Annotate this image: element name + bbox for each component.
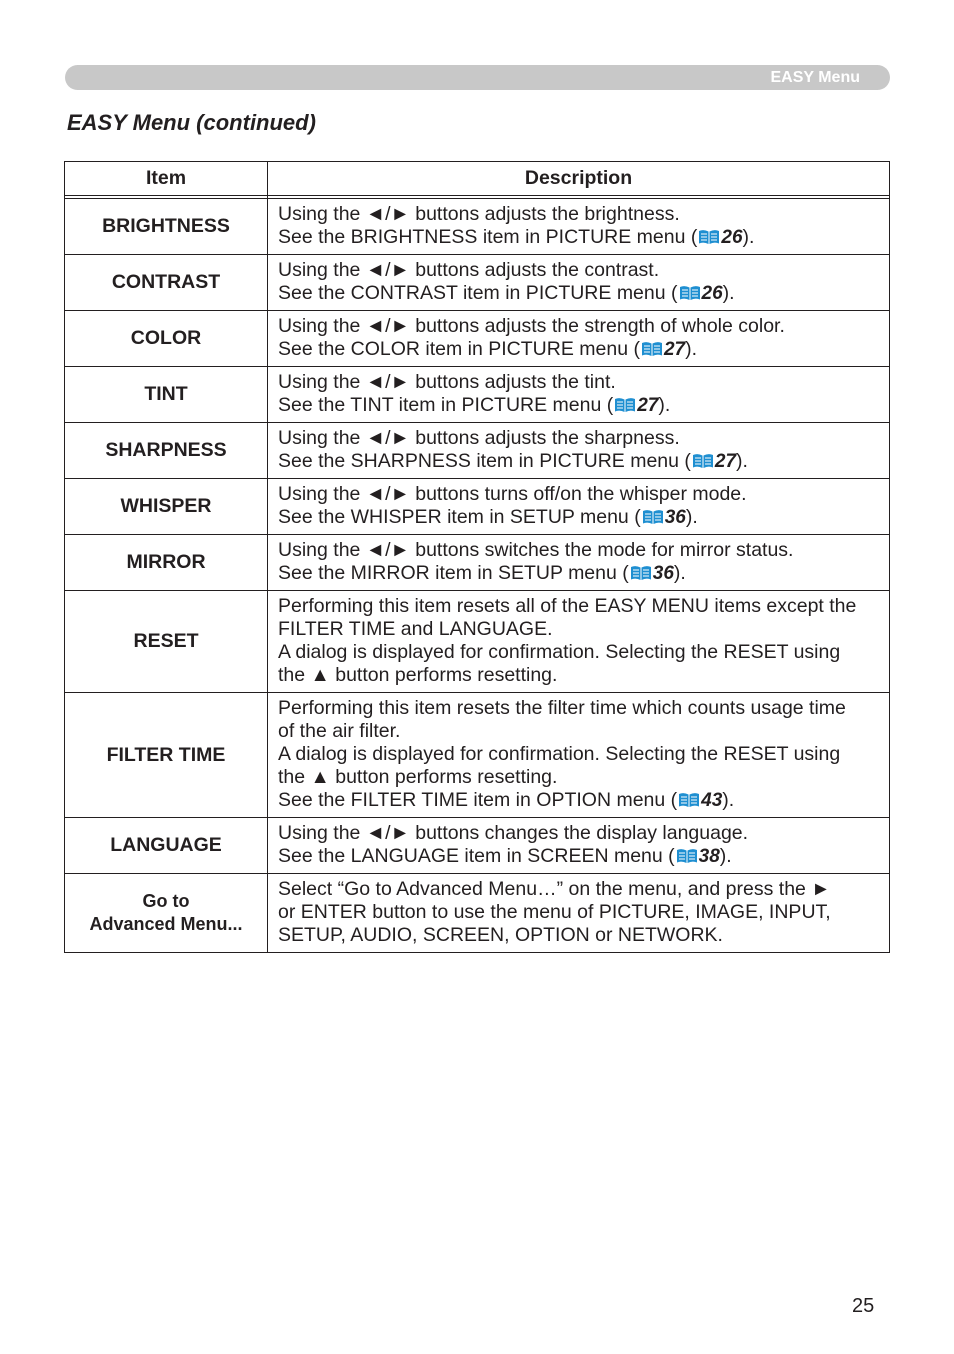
table-row <box>65 874 890 953</box>
item-cell <box>65 479 268 535</box>
header-bar <box>65 65 890 90</box>
book-icon <box>641 341 663 357</box>
description-line <box>278 450 879 473</box>
description-cell <box>268 874 890 953</box>
item-cell <box>65 423 268 479</box>
book-icon <box>642 509 664 525</box>
description-tail: ). <box>742 226 755 248</box>
item-cell <box>65 693 268 818</box>
table-row <box>65 535 890 591</box>
book-icon <box>676 848 698 864</box>
description-line <box>278 203 879 226</box>
description-text: or ENTER button to use the menu of PICTURE, IMAGE, INPUT, <box>278 901 831 923</box>
item-label: RESET <box>133 630 199 652</box>
description-text: See the BRIGHTNESS item in PICTURE menu ( <box>278 226 698 248</box>
description-line <box>278 539 879 562</box>
description-line <box>278 618 879 641</box>
description-text: FILTER TIME and LANGUAGE. <box>278 618 553 640</box>
item-cell <box>65 199 268 255</box>
description-cell <box>268 423 890 479</box>
book-icon <box>678 792 700 808</box>
page-number: 25 <box>852 1295 875 1317</box>
description-text: Using the ◄/► buttons adjusts the tint. <box>278 371 616 393</box>
description-line <box>278 878 879 901</box>
description-line <box>278 315 879 338</box>
item-label: TINT <box>144 383 188 405</box>
page-reference[interactable]: 26 <box>721 227 743 248</box>
column-header-item: Item <box>65 162 268 196</box>
description-line <box>278 789 879 812</box>
item-label: LANGUAGE <box>110 834 222 856</box>
item-label: Advanced Menu... <box>89 914 243 934</box>
description-line <box>278 924 879 947</box>
page-reference[interactable]: 27 <box>663 339 686 360</box>
page-reference[interactable]: 36 <box>664 507 686 528</box>
description-line <box>278 766 879 789</box>
description-text: See the FILTER TIME item in OPTION menu ( <box>278 789 678 811</box>
book-icon <box>692 453 714 469</box>
page-reference[interactable]: 27 <box>637 395 659 416</box>
description-cell <box>268 311 890 367</box>
description-tail: ). <box>736 450 748 472</box>
description-tail: ). <box>719 845 732 867</box>
description-line <box>278 595 879 618</box>
description-line <box>278 394 879 417</box>
book-icon <box>679 285 701 301</box>
item-label: COLOR <box>130 327 202 349</box>
table-header-row <box>65 162 890 196</box>
description-line <box>278 697 879 720</box>
item-cell <box>65 311 268 367</box>
description-line <box>278 720 879 743</box>
table-row <box>65 367 890 423</box>
table-row <box>65 591 890 693</box>
description-tail: ). <box>673 562 686 584</box>
item-label: FILTER TIME <box>106 743 226 766</box>
description-text: Using the ◄/► buttons adjusts the brightness. <box>278 203 680 225</box>
description-text: Using the ◄/► buttons adjusts the contrast. <box>278 259 660 281</box>
book-icon <box>614 397 636 413</box>
description-cell <box>268 693 890 818</box>
description-line <box>278 226 879 249</box>
description-text: See the MIRROR item in SETUP menu ( <box>278 562 629 584</box>
description-text: the ▲ button performs resetting. <box>278 766 558 788</box>
table-row <box>65 479 890 535</box>
table-row <box>65 693 890 818</box>
book-icon <box>630 565 652 581</box>
column-header-description: Description <box>268 162 890 196</box>
description-line <box>278 338 879 361</box>
description-text: Using the ◄/► buttons switches the mode for mirror status. <box>278 539 794 561</box>
description-line <box>278 664 879 687</box>
description-text: See the TINT item in PICTURE menu ( <box>278 394 614 416</box>
description-cell <box>268 535 890 591</box>
table-row <box>65 311 890 367</box>
description-text: A dialog is displayed for confirmation. Selecting the RESET using <box>278 743 841 765</box>
item-label: Go to <box>142 891 190 911</box>
description-text: Select “Go to Advanced Menu…” on the menu, and press the ► <box>278 878 831 900</box>
description-cell <box>268 591 890 693</box>
description-text: Using the ◄/► buttons turns off/on the whisper mode. <box>278 483 747 505</box>
description-line <box>278 259 879 282</box>
item-cell <box>65 367 268 423</box>
description-line <box>278 483 879 506</box>
description-line <box>278 562 879 585</box>
table-body <box>65 196 890 953</box>
description-text: See the WHISPER item in SETUP menu ( <box>278 506 641 528</box>
description-line <box>278 845 879 868</box>
table-row <box>65 818 890 874</box>
description-cell <box>268 479 890 535</box>
table-row <box>65 423 890 479</box>
description-line <box>278 282 879 305</box>
table-row <box>65 255 890 311</box>
description-text: See the SHARPNESS item in PICTURE menu ( <box>278 450 691 472</box>
description-text: See the LANGUAGE item in SCREEN menu ( <box>278 845 675 867</box>
item-cell <box>65 591 268 693</box>
description-tail: ). <box>722 789 735 811</box>
item-label: WHISPER <box>120 495 212 517</box>
page-reference[interactable]: 27 <box>714 451 737 472</box>
item-label: BRIGHTNESS <box>102 215 230 237</box>
item-cell <box>65 818 268 874</box>
description-text: See the CONTRAST item in PICTURE menu ( <box>278 282 678 304</box>
item-cell <box>65 255 268 311</box>
page-reference[interactable]: 36 <box>652 563 674 584</box>
description-line <box>278 822 879 845</box>
description-text: Performing this item resets all of the EASY MENU items except the <box>278 595 857 617</box>
description-line <box>278 506 879 529</box>
description-cell <box>268 199 890 255</box>
easy-menu-table <box>64 161 890 953</box>
description-text: Performing this item resets the filter time which counts usage time <box>278 697 846 719</box>
description-text: A dialog is displayed for confirmation. Selecting the RESET using <box>278 641 841 663</box>
table-row <box>65 199 890 255</box>
description-line <box>278 371 879 394</box>
item-label: MIRROR <box>126 551 206 573</box>
section-title: EASY Menu (continued) <box>67 110 316 135</box>
description-text: Using the ◄/► buttons adjusts the strength of whole color. <box>278 315 785 337</box>
page-reference[interactable]: 26 <box>701 283 723 304</box>
item-cell <box>65 874 268 953</box>
description-cell <box>268 367 890 423</box>
description-text: Using the ◄/► buttons changes the display language. <box>278 822 749 844</box>
description-line <box>278 641 879 664</box>
page-reference[interactable]: 43 <box>701 790 723 811</box>
description-text: See the COLOR item in PICTURE menu ( <box>278 338 640 360</box>
description-tail: ). <box>722 282 735 304</box>
item-cell <box>65 535 268 591</box>
description-tail: ). <box>685 506 698 528</box>
description-tail: ). <box>658 394 671 416</box>
description-text: Using the ◄/► buttons adjusts the sharpness. <box>278 427 680 449</box>
description-cell <box>268 818 890 874</box>
description-line <box>278 743 879 766</box>
description-text: the ▲ button performs resetting. <box>278 664 558 686</box>
header-label: EASY Menu <box>770 69 860 86</box>
description-tail: ). <box>685 338 698 360</box>
book-icon <box>698 229 720 245</box>
description-text: SETUP, AUDIO, SCREEN, OPTION or NETWORK. <box>278 924 723 946</box>
description-cell <box>268 255 890 311</box>
item-label: CONTRAST <box>111 271 221 293</box>
description-text: of the air filter. <box>278 720 401 742</box>
description-line <box>278 901 879 924</box>
page-reference[interactable]: 38 <box>698 846 720 867</box>
description-line <box>278 427 879 450</box>
item-label: SHARPNESS <box>105 439 227 461</box>
